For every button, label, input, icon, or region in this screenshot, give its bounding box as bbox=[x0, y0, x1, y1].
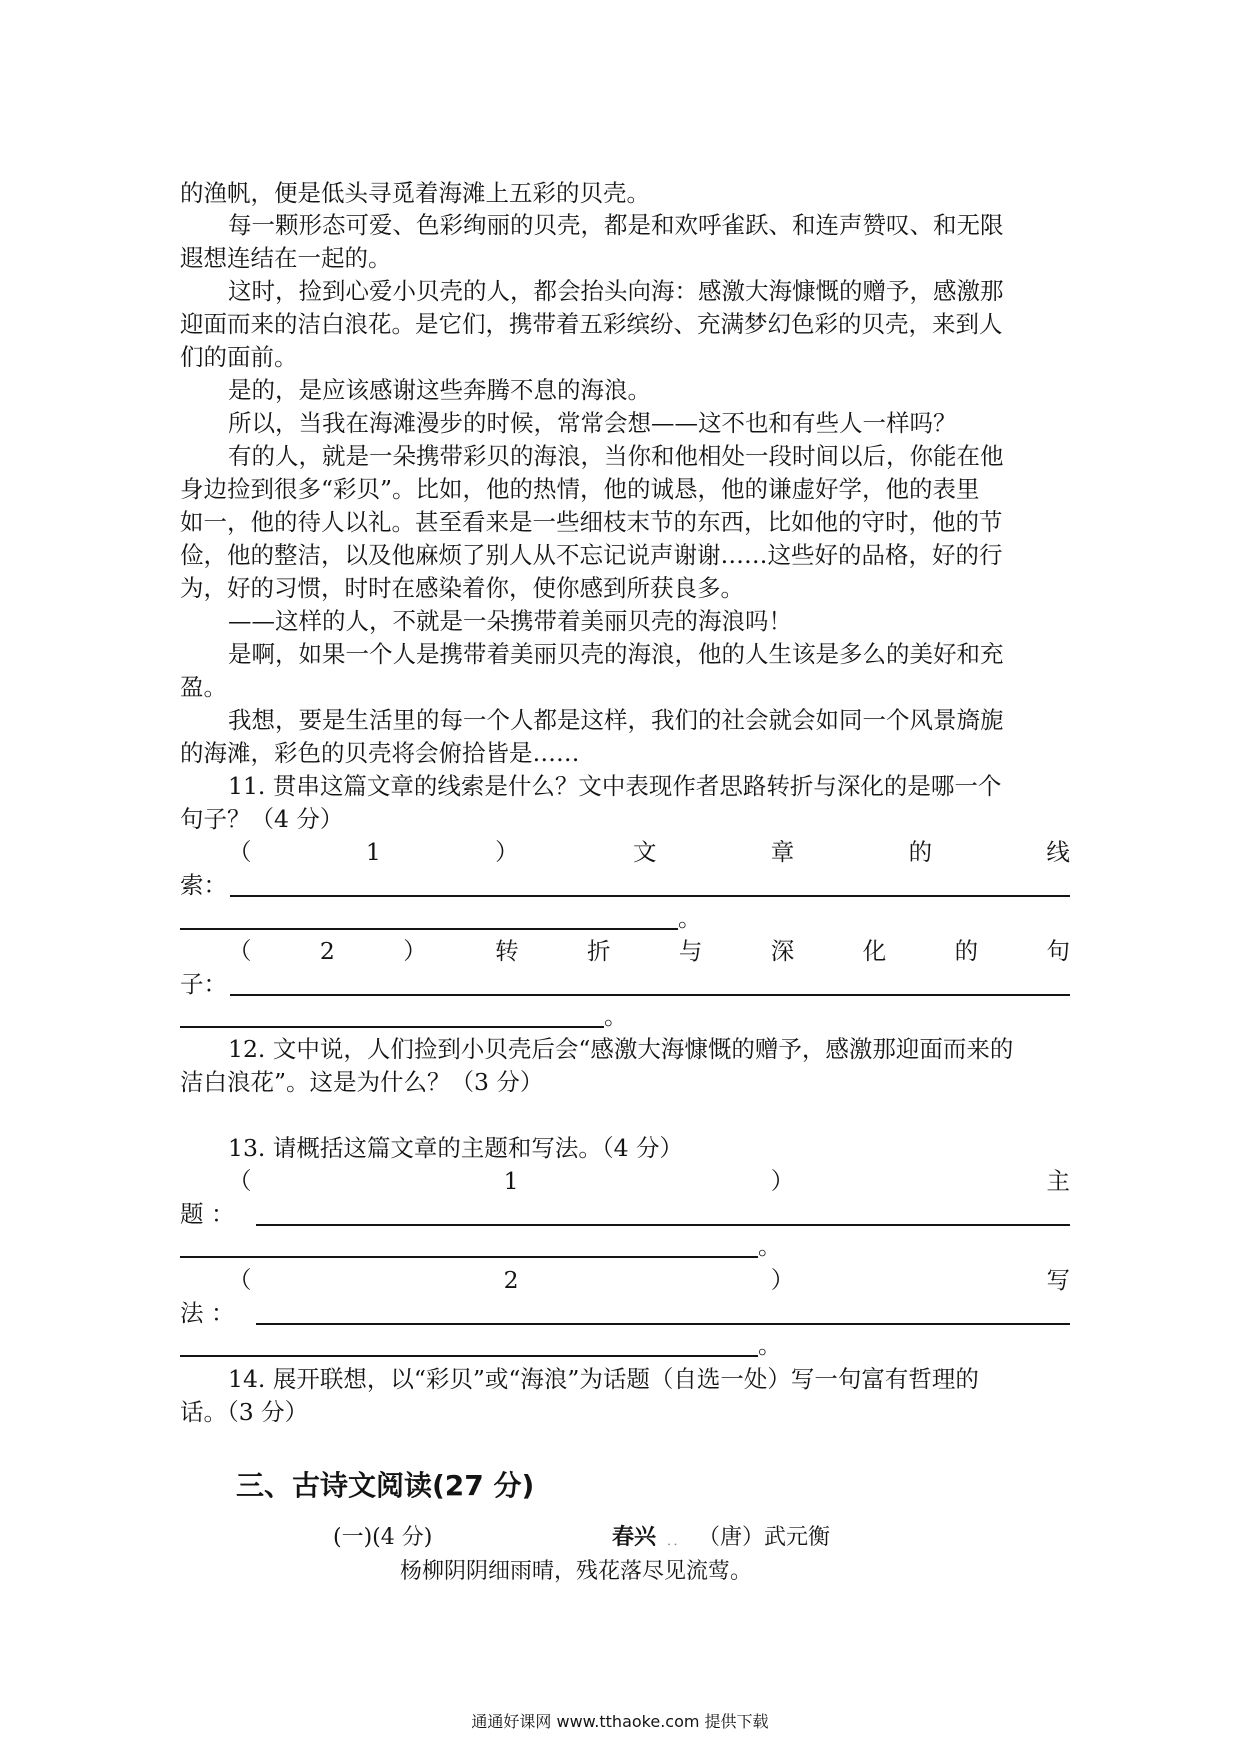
q11-part1-label: 索： bbox=[180, 871, 227, 899]
passage-line: 们的面前。 bbox=[180, 343, 298, 371]
poem-title: 春兴 bbox=[612, 1525, 657, 1550]
passage-line: 遐想连结在一起的。 bbox=[180, 244, 392, 272]
q11-answer-line-3[interactable] bbox=[230, 994, 1070, 996]
poem-author: （唐）武元衡 bbox=[698, 1525, 831, 1550]
poem-line: 杨柳阴阴细雨晴，残花落尽见流莺。 bbox=[400, 1559, 753, 1584]
question-14-text: 14. 展开联想，以“彩贝”或“海浪”为话题（自选一处）写一句富有哲理的 bbox=[228, 1365, 979, 1393]
q13-answer-line-1[interactable] bbox=[256, 1224, 1070, 1226]
question-12-text: 洁白浪花”。这是为什么？（3 分） bbox=[180, 1068, 544, 1096]
period: 。 bbox=[604, 1002, 628, 1030]
section-heading: 三、古诗文阅读(27 分) bbox=[236, 1469, 535, 1502]
q13-part1-label: 题 ： bbox=[180, 1200, 235, 1228]
passage-line: 是啊，如果一个人是携带着美丽贝壳的海浪，他的人生该是多么的美好和充 bbox=[228, 640, 1004, 668]
passage-line: 所以，当我在海滩漫步的时候，常常会想——这不也和有些人一样吗？ bbox=[228, 409, 957, 437]
question-14-text: 话。（3 分） bbox=[180, 1398, 309, 1426]
q11-part1-prompt: （ 1 ） 文 章 的 线 bbox=[228, 838, 1070, 866]
q11-part2-prompt: （ 2 ） 转 折 与 深 化 的 句 bbox=[228, 937, 1070, 965]
passage-line: 的海滩，彩色的贝壳将会俯拾皆是…… bbox=[180, 739, 580, 767]
question-11-text: 11. 贯串这篇文章的线索是什么？文中表现作者思路转折与深化的是哪一个 bbox=[228, 772, 1002, 800]
passage-line: 如一，他的待人以礼。甚至看来是一些细枝末节的东西，比如他的守时，他的节 bbox=[180, 508, 1003, 536]
q11-answer-line-2[interactable] bbox=[180, 928, 678, 930]
part-label: (一)(4 分) bbox=[333, 1525, 433, 1550]
passage-line: 俭，他的整洁，以及他麻烦了别人从不忘记说声谢谢……这些好的品格，好的行 bbox=[180, 541, 1003, 569]
q13-answer-line-2[interactable] bbox=[180, 1256, 758, 1258]
passage-line: 每一颗形态可爱、色彩绚丽的贝壳，都是和欢呼雀跃、和连声赞叹、和无限 bbox=[228, 211, 1004, 239]
q11-part2-label: 子： bbox=[180, 970, 227, 998]
period: 。 bbox=[678, 904, 702, 932]
q11-answer-line-4[interactable] bbox=[180, 1026, 604, 1028]
passage-line: 这时，捡到心爱小贝壳的人，都会抬头向海：感激大海慷慨的赠予，感激那 bbox=[228, 277, 1004, 305]
q13-part2-prompt: （ 2 ） 写 bbox=[228, 1266, 1070, 1294]
q13-answer-line-4[interactable] bbox=[180, 1355, 758, 1357]
q13-part2-label: 法 ： bbox=[180, 1299, 235, 1327]
question-11-text: 句子？（4 分） bbox=[180, 805, 344, 833]
q13-answer-line-3[interactable] bbox=[256, 1323, 1070, 1325]
passage-line: 迎面而来的洁白浪花。是它们，携带着五彩缤纷、充满梦幻色彩的贝壳，来到人 bbox=[180, 310, 1003, 338]
passage-line: 为，好的习惯，时时在感染着你，使你感到所获良多。 bbox=[180, 574, 744, 602]
q13-part1-prompt: （ 1 ） 主 bbox=[228, 1167, 1070, 1195]
question-12-text: 12. 文中说，人们捡到小贝壳后会“感激大海慷慨的赠予，感激那迎面而来的 bbox=[228, 1035, 1014, 1063]
period: 。 bbox=[758, 1232, 782, 1260]
question-13-text: 13. 请概括这篇文章的主题和写法。（4 分） bbox=[228, 1134, 684, 1162]
period: 。 bbox=[758, 1331, 782, 1359]
emphasis-dots: ．． bbox=[667, 1534, 687, 1549]
passage-line: 的渔帆，便是低头寻觅着海滩上五彩的贝壳。 bbox=[180, 179, 650, 207]
passage-line: 我想，要是生活里的每一个人都是这样，我们的社会就会如同一个风景旖旎 bbox=[228, 706, 1004, 734]
passage-line: 身边捡到很多“彩贝”。比如，他的热情，他的诚恳，他的谦虚好学，他的表里 bbox=[180, 475, 980, 503]
passage-line: 盈。 bbox=[180, 673, 227, 701]
passage-line: 是的，是应该感谢这些奔腾不息的海浪。 bbox=[228, 376, 651, 404]
passage-line: ——这样的人，不就是一朵携带着美丽贝壳的海浪吗！ bbox=[228, 607, 792, 635]
footer-credit: 通通好课网 www.tthaoke.com 提供下载 bbox=[471, 1712, 769, 1731]
q11-answer-line-1[interactable] bbox=[230, 895, 1070, 897]
passage-line: 有的人，就是一朵携带彩贝的海浪，当你和他相处一段时间以后，你能在他 bbox=[228, 442, 1004, 470]
